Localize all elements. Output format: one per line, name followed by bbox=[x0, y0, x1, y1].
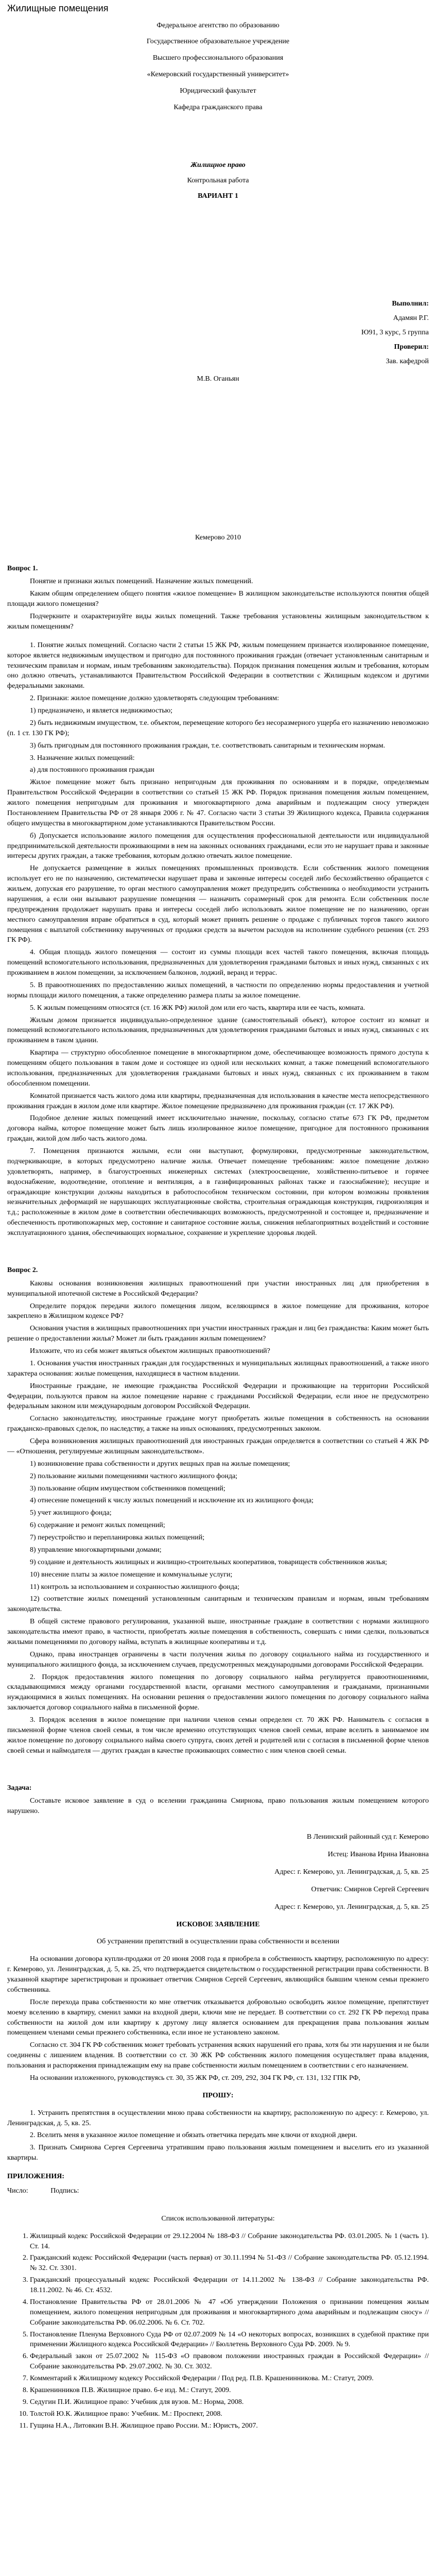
paragraph: Жилое помещение может быть признано непригодным для проживания по основаниям и в порядке, определяемым Правительством Российской Федерации в соответствии со статьей 15 ЖК РФ. Порядок признания помещения жилым помещением, жилого помещения непригодным для проживания и многоквартирного дома аварийным и подлежащим сносу утвержден Постановлением Правительства РФ от 28 января 2006 г. № 47. Согласно части 3 статьи 39 Жилищного кодекса, Правила содержания общего имущества в многоквартирном доме устанавливаются Правительством России. bbox=[7, 778, 429, 827]
task-heading: Задача: bbox=[7, 1784, 32, 1792]
paragraph: 6) содержание и ремонт жилых помещений; bbox=[30, 1521, 165, 1530]
checked-role: Зав. кафедрой bbox=[386, 357, 429, 365]
paragraph: 1. Понятие жилых помещений. Согласно части 2 статьи 15 ЖК РФ, жилым помещением признается изолированное помещение, которое является недвижимым имуществом и пригодно для постоянного проживания граждан (отвечает установленным санитарным и техническим правилам и нормам, иным требованиям законодательства). Порядок признания помещения жилым и требования, которым оно должно отвечать, устанавливаются Правительством Российской Федерации в соответствии с Жилищным кодексом и другими федеральными законами. bbox=[7, 641, 429, 690]
reference-item: 11. Гущина Н.А., Литовкин В.Н. Жилищное право России. М.: Юристъ, 2007. bbox=[30, 2421, 429, 2431]
paragraph: 5. В правоотношениях по предоставлению жилых помещений, в частности по определению нормы предоставления и учетной нормы площади жилого помещения, а также определению размера платы за жилое помещение. bbox=[7, 981, 429, 999]
paragraph: 7. Помещения признаются жилыми, если они выступают, формулировки, предусмотренные законодательством, подчеркивающие, в которых предусмотрено наличие жилья. Отвечает помещение требованиям: жилое помещение должно удовлетворять, например, в благоустроенных инженерных системах (электроосвещение, хозяйственно-питьевое и горячее водоснабжение, водоотведение, отопление и вентиляция, а в газифицированных районах также и газоснабжение); несущие и ограждающие конструкции должны находиться в работоспособном техническом состоянии, при котором возможны проявления незначительных деформаций не нарушающих эксплуатационные свойства, строительная ограждающая конструкция, гидроизоляция и т.д.; расположенные в жилом доме в соответствии обеспечивающих возможность, предусмотренной и состоящее и, предназначение и обеспеченность противопожарных мер, состояние и санитарное состояние жилья, снижения неблагоприятных воздействий и состояние эксплуатационного здания, обеспечивающих нормальное, сохранение и укрепление здоровья людей. bbox=[7, 1147, 429, 1238]
paragraph: 3. Назначение жилых помещений: bbox=[30, 754, 135, 762]
header-line: Кафедра гражданского права bbox=[173, 103, 263, 111]
claim-defendant: Ответчик: Смирнов Сергей Сергеевич bbox=[311, 1885, 429, 1893]
work-type: Контрольная работа bbox=[187, 176, 249, 184]
paragraph: Изложите, что из себя может являться объектом жилищных правоотношений? bbox=[30, 1347, 270, 1355]
paragraph: Понятие и признаки жилых помещений. Назначение жилых помещений. bbox=[30, 578, 253, 586]
paragraph: Иностранные граждане, не имеющие гражданства Российской Федерации и проживающие на территории Российской Федерации, пользуются правом на жилое помещение наравне с гражданами Российской Федерации, если иное не предусмотрено федеральным законом или международным договором Российской Федерации. bbox=[7, 1382, 429, 1411]
prayer-item: 1. Устранить препятствия в осуществлении мною права собственности на квартиру, расположенную по адресу: г. Кемерово, ул. Ленинградская, д. 5, кв. 25. bbox=[7, 2109, 429, 2127]
checked-label: Проверил: bbox=[394, 343, 429, 351]
checker-name: М.В. Оганьян bbox=[197, 375, 239, 383]
subject-title: Жилищное право bbox=[190, 161, 246, 169]
prayer-title: ПРОШУ: bbox=[202, 2091, 234, 2099]
author-block bbox=[7, 299, 429, 366]
claim-title: ИСКОВОЕ ЗАЯВЛЕНИЕ bbox=[176, 1920, 260, 1928]
paragraph: 3. Порядок вселения в жилое помещение при наличии членов семьи определен ст. 70 ЖК РФ. Наниматель с согласия в письменной форме членов своей семьи, в том числе временно отсутствующих членов своей семьи, вправе вселить в занимаемое им жилое помещение по договору социального найма своего супруга, своих детей и родителей или с согласия в письменной форме членов своей семьи и наймодателя — других граждан в качестве проживающих совместно с ним членов своей семьи. bbox=[7, 1716, 429, 1755]
question-1-heading: Вопрос 1. bbox=[7, 564, 38, 572]
university-header bbox=[7, 21, 429, 113]
reference-item: 5. Постановление Пленума Верховного Суда РФ от 02.07.2009 № 14 «О некоторых вопросах, возникших в судебной практике при применении Жилищного кодекса Российской Федерации» // Бюллетень Верховного Суда РФ. 2009. № 9. bbox=[30, 2330, 429, 2350]
paragraph: Подчеркните и охарактеризуйте виды жилых помещений. Также требования установлены жилищным законодательством к жилым помещениям? bbox=[7, 613, 429, 631]
reference-item: 1. Жилищный кодекс Российской Федерации от 29.12.2004 № 188-ФЗ // Собрание законодательства РФ. 03.01.2005. № 1 (часть 1). Ст. 14. bbox=[30, 2231, 429, 2252]
claim-paragraph: На основании изложенного, руководствуясь ст. 30, 35 ЖК РФ, ст. 209, 292, 304 ГК РФ, ст. 131, 132 ГПК РФ, bbox=[30, 2074, 361, 2082]
claim-court: В Ленинский районный суд г. Кемерово bbox=[306, 1833, 429, 1841]
task-text: Составьте исковое заявление в суд о вселении гражданина Смирнова, право пользования жилым помещением которого нарушено. bbox=[7, 1797, 429, 1816]
paragraph: 5) учет жилищного фонда; bbox=[30, 1509, 112, 1517]
reference-item: 8. Крашенинников П.В. Жилищное право. 6-е изд. М.: Статут, 2009. bbox=[30, 2385, 429, 2396]
claim-plaintiff-address: Адрес: г. Кемерово, ул. Ленинградская, д. 5, кв. 25 bbox=[274, 1868, 429, 1876]
paragraph: 2. Порядок предоставления жилого помещения по договору социального найма регулируется правоотношениями, складывающимися между органами государственной власти, органами местного самоуправления и гражданами, признанными нуждающимися в жилых помещениях. На основании решения о предоставлении жилого помещения по договору социального найма заключается договор социального найма в письменной форме. bbox=[7, 1673, 429, 1712]
paragraph: 1) возникновение права собственности и других вещных прав на жилые помещения; bbox=[30, 1460, 290, 1468]
paragraph: Подобное деление жилых помещений имеет исключительно значение, поскольку, согласно статье 673 ГК РФ, предметом договора найма, которое помещение может быть лишь изолированное жилое помещение, пригодное для постоянного проживания граждан, жилой дом либо часть жилого дома. bbox=[7, 1114, 429, 1143]
question-2-heading: Вопрос 2. bbox=[7, 1266, 38, 1274]
prayer-item: 3. Признать Смирнова Сергея Сергеевича утратившим право пользования жилым помещением и выселить его из указанной квартиры. bbox=[7, 2144, 429, 2162]
header-line: «Кемеровский государственный университет» bbox=[147, 71, 289, 79]
header-line: Федеральное агентство по образованию bbox=[156, 21, 280, 29]
paragraph: 4. Общая площадь жилого помещения — состоит из суммы площади всех частей такого помещения, включая площадь помещений вспомогательного использования, предназначенных для удовлетворения гражданами бытовых и иных нужд, связанных с их проживанием в жилом помещении, за исключением балконов, лоджий, веранд и террас. bbox=[7, 948, 429, 977]
header-line: Высшего профессионального образования bbox=[152, 54, 284, 62]
city-year: Кемерово 2010 bbox=[195, 533, 241, 541]
paragraph: а) для постоянного проживания граждан bbox=[30, 766, 154, 774]
claim-plaintiff: Истец: Иванова Ирина Ивановна bbox=[327, 1851, 429, 1859]
paragraph: 7) переустройство и перепланировка жилых помещений; bbox=[30, 1534, 205, 1542]
paragraph: 4) отнесение помещений к числу жилых помещений и исключение их из жилищного фонда; bbox=[30, 1497, 314, 1505]
paragraph: Согласно законодательству, иностранные граждане могут приобретать жилые помещения в собственность на основании гражданско-правовых сделок, по наследству, а также на иных основаниях, предусмотренных законом. bbox=[7, 1415, 429, 1433]
claim-subtitle: Об устранении препятствий в осуществлении права собственности и вселении bbox=[97, 1938, 339, 1946]
sign-date-label: Число: bbox=[7, 2187, 28, 2195]
paragraph: 11) контроль за использованием и сохранностью жилищного фонда; bbox=[30, 1583, 240, 1591]
claim-defendant-address: Адрес: г. Кемерово, ул. Ленинградская, д. 5, кв. 25 bbox=[274, 1903, 429, 1911]
variant-label: ВАРИАНТ 1 bbox=[198, 192, 238, 200]
reference-item: 10. Толстой Ю.К. Жилищное право: Учебник. М.: Проспект, 2008. bbox=[30, 2409, 429, 2419]
claim-paragraph: Согласно ст. 304 ГК РФ собственник может требовать устранения всяких нарушений его права, хотя бы эти нарушения и не были соединены с лишением владения. В соответствии со ст. 30 ЖК РФ собственник жилого помещения осуществляет права владения, пользования и распоряжения принадлежащим ему на праве собственности жилым помещением в соответствии с его назначением. bbox=[7, 2041, 429, 2070]
reference-item: 6. Федеральный закон от 25.07.2002 № 115-ФЗ «О правовом положении иностранных граждан в Российской Федерации» // Собрание законодательства РФ. 29.07.2002. № 30. Ст. 3032. bbox=[30, 2351, 429, 2372]
paragraph: 1. Основания участия иностранных граждан для государственных и муниципальных жилищных правоотношений, а также иного характера основания: жилые помещения, находящиеся в частном владении. bbox=[7, 1359, 429, 1378]
prayer-item: 2. Вселить меня в указанное жилое помещение и обязать ответчика передать мне ключи от входной двери. bbox=[30, 2131, 357, 2140]
paragraph: Определите порядок передачи жилого помещения лицом, вселяющимся в жилое помещение для проживания, которое закреплено в Жилищном кодексе РФ? bbox=[7, 1302, 429, 1320]
references-list bbox=[7, 2231, 429, 2431]
attachments-title: ПРИЛОЖЕНИЯ: bbox=[7, 2173, 65, 2181]
header-line: Государственное образовательное учреждение bbox=[146, 38, 290, 46]
paragraph: 2. Признаки: жилое помещение должно удовлетворять следующим требованиям: bbox=[30, 694, 279, 703]
header-line: Юридический факультет bbox=[180, 87, 256, 95]
performed-group: Ю91, 3 курс, 5 группа bbox=[361, 329, 429, 337]
paragraph: 10) внесение платы за жилое помещение и коммунальные услуги; bbox=[30, 1570, 233, 1579]
paragraph: 1) предназначено, и является недвижимостью; bbox=[30, 707, 173, 715]
paragraph: 5. К жилым помещениям относятся (ст. 16 ЖК РФ) жилой дом или его часть, квартира или ее часть, комната. bbox=[30, 1004, 365, 1012]
paragraph: Однако, права иностранцев ограничены в части получения жилья по договору социального найма из государственного и муниципального жилищного фонда, за исключением случаев, предусмотренных международными договорами Российской Федерации. bbox=[7, 1650, 429, 1669]
paragraph: Квартира — структурно обособленное помещение в многоквартирном доме, обеспечивающее возможность прямого доступа к помещениям общего пользования в таком доме и состоящее из одной или нескольких комнат, а также помещений вспомогательного использования, предназначенных для удовлетворения гражданами бытовых и иных нужд, связанных с их проживанием в таком обособленном помещении. bbox=[7, 1049, 429, 1088]
paragraph: Жилым домом признается индивидуально-определенное здание (самостоятельный объект), которое состоит из комнат и помещений вспомогательного использования, предназначенных для удовлетворения гражданами бытовых и иных нужд, связанных с их проживанием в таком здании. bbox=[7, 1016, 429, 1045]
reference-item: 9. Седугин П.И. Жилищное право: Учебник для вузов. М.: Норма, 2008. bbox=[30, 2397, 429, 2408]
paragraph: 8) управление многоквартирными домами; bbox=[30, 1546, 162, 1554]
reference-item: 3. Гражданский процессуальный кодекс Российской Федерации от 14.11.2002 № 138-ФЗ // Собрание законодательства РФ. 18.11.2002. № 46. Ст. 4532. bbox=[30, 2275, 429, 2296]
claim-paragraph: На основании договора купли-продажи от 20 июня 2008 года я приобрела в собственность квартиру, расположенную по адресу: г. Кемерово, ул. Ленинградская, д. 5, кв. 25, что подтверждается свидетельством о государственной регистрации права собственности. В указанной квартире зарегистрирован и проживает ответчик Смирнов Сергей Сергеевич, являющийся бывшим членом семьи прежнего собственника. bbox=[7, 1955, 429, 1994]
title-block bbox=[7, 160, 429, 201]
paragraph: Сфера возникновения жилищных правоотношений для иностранных граждан определяется в соответствии со статьей 4 ЖК РФ — «Отношения, регулируемые жилищным законодательством». bbox=[7, 1437, 429, 1455]
paragraph: 3) быть пригодным для постоянного проживания граждан, т.е. соответствовать санитарным и техническим нормам. bbox=[30, 741, 386, 750]
reference-item: 7. Комментарий к Жилищному кодексу Российской Федерации / Под ред. П.В. Крашенинникова. М.: Статут, 2009. bbox=[30, 2374, 429, 2384]
paragraph: 2) пользование жилыми помещениями частного жилищного фонда; bbox=[30, 1472, 238, 1480]
claim-header bbox=[7, 1832, 429, 1912]
document-title: Жилищные помещения bbox=[7, 3, 109, 13]
paragraph: 12) соответствие жилых помещений установленным санитарным и техническим правилам и нормам, иным требованиям законодательства. bbox=[7, 1595, 429, 1614]
paragraph: 3) пользование общим имуществом собственников помещений; bbox=[30, 1484, 225, 1493]
references-title: Список использованной литературы: bbox=[161, 2214, 275, 2223]
performed-label: Выполнил: bbox=[392, 300, 429, 308]
claim-paragraph: После перехода права собственности ко мне ответчик отказывается добровольно освободить жилое помещение, препятствует моему вселению в квартиру, сменил замки на входной двери, ключи мне не передает. В соответствии со ст. 292 ГК РФ переход права собственности на жилой дом или квартиру к другому лицу является основанием для прекращения права пользования жилым помещением членами семьи прежнего собственника, если иное не установлено законом. bbox=[7, 1998, 429, 2037]
reference-item: 4. Постановление Правительства РФ от 28.01.2006 № 47 «Об утверждении Положения о признании помещения жилым помещением, жилого помещения непригодным для проживания и многоквартирного дома аварийным и подлежащим сносу» // Собрание законодательства РФ. 06.02.2006. № 6. Ст. 702. bbox=[30, 2297, 429, 2328]
paragraph: В общей системе правового регулирования, указанной выше, иностранные граждане в соответствии с нормами жилищного законодательства имеют право, в частности, приобретать жилые помещения в собственность, совершать с ними сделки, пользоваться жилыми помещениями по договору найма, вступать в жилищные кооперативы и т.д. bbox=[7, 1618, 429, 1646]
sign-label: Подпись: bbox=[50, 2187, 79, 2195]
paragraph: Каким общим определением общего понятия «жилое помещение» В жилищном законодательстве используются понятия общей площади жилого помещения? bbox=[7, 590, 429, 608]
paragraph: 9) создание и деятельность жилищных и жилищно-строительных кооперативов, товариществ собственников жилья; bbox=[30, 1558, 387, 1566]
reference-item: 2. Гражданский кодекс Российской Федерации (часть первая) от 30.11.1994 № 51-ФЗ // Собрание законодательства РФ. 05.12.1994. № 32. Ст. 3301. bbox=[30, 2253, 429, 2274]
paragraph: Комнатой признается часть жилого дома или квартиры, предназначенная для использования в качестве места непосредственного проживания граждан в жилом доме или квартире. Жилое помещение предназначено для проживания граждан (ст. 17 ЖК РФ). bbox=[7, 1092, 429, 1110]
paragraph: Основания участия в жилищных правоотношениях при участии иностранных граждан и лиц без гражданства: Каким может быть решение о предоставлении жилья? Может ли быть гражданин жилым помещением? bbox=[7, 1325, 429, 1343]
paragraph: б) Допускается использование жилого помещения для осуществления профессиональной деятельности или индивидуальной предпринимательской деятельности проживающими в нем на законных основаниях гражданами, если это не нарушает права и законные интересы других граждан, а также требования, которым должно отвечать жилое помещение. bbox=[7, 832, 429, 860]
paragraph: Каковы основания возникновения жилищных правоотношений при участии иностранных лиц для приобретения в муниципальной ипотечной системе в Российской Федерации? bbox=[7, 1279, 429, 1298]
paragraph: Не допускается размещение в жилых помещениях промышленных производств. Если собственник жилого помещения использует его не по назначению, систематически нарушает права и законные интересы соседей либо бесхозяйственно обращается с жильем, допуская его разрушение, то орган местного самоуправления может предупредить собственника о необходимости устранить нарушения, а если они вызывают разрушение помещения — назначить соразмерный срок для ремонта. Если собственник после предупреждения продолжает нарушать права и интересы соседей либо использовать жилое помещение не по назначению, орган местного самоуправления вправе обратиться в суд, который может принять решение о продаже с публичных торгов такого жилого помещения с выплатой собственнику вырученных от продажи средств за вычетом расходов на исполнение судебного решения (ст. 293 ГК РФ). bbox=[7, 865, 429, 944]
performed-name: Адамян Р.Г. bbox=[393, 314, 429, 323]
paragraph: 2) быть недвижимым имуществом, т.е. объектом, перемещение которого без несоразмерного ущерба его назначению невозможно (п. 1 ст. 130 ГК РФ); bbox=[7, 719, 429, 737]
signature-row bbox=[7, 2186, 429, 2196]
